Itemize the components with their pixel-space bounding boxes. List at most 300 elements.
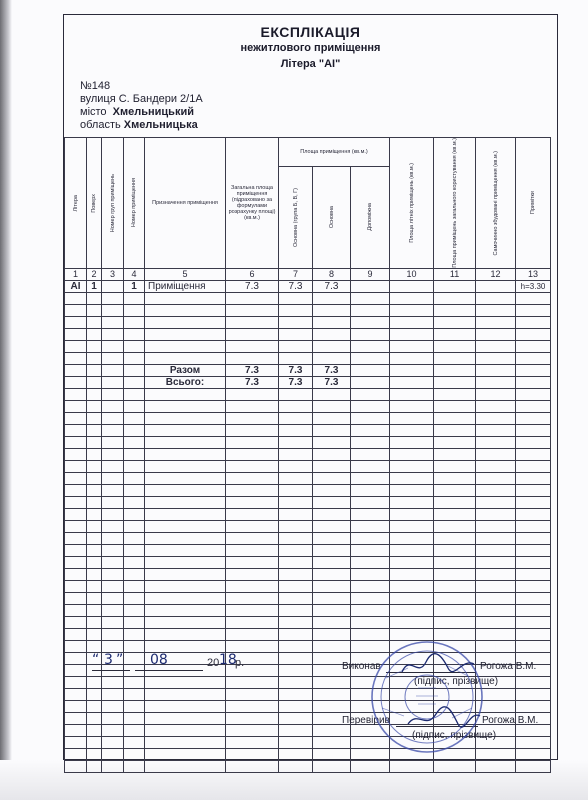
empty-cell (390, 448, 434, 460)
table-row (65, 280, 551, 292)
empty-cell (87, 748, 102, 760)
empty-cell (65, 424, 87, 436)
date-day: 3 (104, 652, 113, 668)
empty-cell (145, 640, 226, 652)
empty-cell (279, 664, 313, 676)
sum-vsogo-basic: 7.3 (313, 376, 351, 388)
empty-cell (279, 352, 313, 364)
empty-cell (124, 448, 145, 460)
empty-cell (279, 724, 313, 736)
empty-cell (65, 388, 87, 400)
empty-cell (279, 604, 313, 616)
cell-purpose: Приміщення (145, 280, 226, 292)
empty-cell (476, 412, 516, 424)
empty-cell (124, 568, 145, 580)
empty-cell (279, 688, 313, 700)
empty-cell (476, 760, 516, 772)
header-basic: Основна (328, 206, 335, 229)
table-header-row (65, 138, 551, 167)
empty-cell (145, 400, 226, 412)
empty-cell (124, 328, 145, 340)
sum-razom-total: 7.3 (226, 364, 279, 376)
empty-cell (476, 400, 516, 412)
executor-sign-hint: (підпис, прізвище) (414, 676, 499, 687)
empty-cell (145, 508, 226, 520)
empty-cell (516, 412, 551, 424)
empty-cell (279, 448, 313, 460)
empty-rows-a (65, 292, 551, 364)
empty-cell (102, 700, 124, 712)
empty-cell (102, 472, 124, 484)
empty-cell (516, 448, 551, 460)
empty-cell (65, 652, 87, 664)
empty-cell (279, 472, 313, 484)
document-title: ЕКСПЛІКАЦІЯ (260, 24, 361, 40)
empty-cell (65, 412, 87, 424)
empty-cell (102, 304, 124, 316)
header-area-group: Площа приміщення (кв.м.) (300, 148, 368, 155)
region-line (80, 119, 198, 131)
empty-cell (516, 328, 551, 340)
empty-row (65, 352, 551, 364)
empty-cell (145, 532, 226, 544)
empty-cell (145, 304, 226, 316)
empty-cell (87, 592, 102, 604)
city-name: Хмельницький (112, 106, 194, 118)
empty-cell (124, 700, 145, 712)
empty-cell (351, 292, 390, 304)
empty-cell (313, 328, 351, 340)
empty-cell (65, 304, 87, 316)
empty-cell (351, 304, 390, 316)
empty-cell (124, 496, 145, 508)
empty-cell (279, 616, 313, 628)
empty-cell (124, 484, 145, 496)
empty-row (65, 508, 551, 520)
day-underline (92, 670, 130, 671)
empty-cell (65, 628, 87, 640)
empty-cell (313, 388, 351, 400)
empty-cell (313, 520, 351, 532)
empty-row (65, 616, 551, 628)
empty-cell (65, 664, 87, 676)
empty-cell (226, 328, 279, 340)
empty-cell (476, 424, 516, 436)
empty-cell (351, 340, 390, 352)
empty-cell (390, 568, 434, 580)
empty-cell (476, 316, 516, 328)
empty-cell (124, 436, 145, 448)
empty-cell (102, 532, 124, 544)
empty-row (65, 496, 551, 508)
empty-cell (145, 436, 226, 448)
empty-cell (226, 388, 279, 400)
sum-vsogo-total: 7.3 (226, 376, 279, 388)
empty-cell (87, 340, 102, 352)
empty-cell (434, 568, 476, 580)
empty-cell (279, 436, 313, 448)
empty-cell (390, 304, 434, 316)
empty-row (65, 328, 551, 340)
col-number: 7 (279, 268, 313, 280)
executor-signature (398, 650, 478, 680)
empty-cell (434, 460, 476, 472)
document-subtitle: нежитлового приміщення (240, 42, 381, 54)
empty-cell (87, 724, 102, 736)
empty-cell (434, 292, 476, 304)
empty-cell (476, 304, 516, 316)
empty-cell (390, 424, 434, 436)
empty-cell (102, 412, 124, 424)
empty-cell (476, 580, 516, 592)
empty-cell (279, 760, 313, 772)
empty-row (65, 292, 551, 304)
empty-cell (145, 316, 226, 328)
empty-row (65, 592, 551, 604)
empty-cell (390, 316, 434, 328)
empty-row (65, 460, 551, 472)
empty-cell (65, 532, 87, 544)
empty-cell (102, 484, 124, 496)
cell-common (434, 280, 476, 292)
empty-cell (351, 568, 390, 580)
empty-cell (102, 292, 124, 304)
empty-row (65, 568, 551, 580)
empty-cell (87, 640, 102, 652)
empty-cell (313, 400, 351, 412)
empty-cell (516, 304, 551, 316)
col-number: 3 (102, 268, 124, 280)
empty-cell (87, 484, 102, 496)
empty-cell (279, 640, 313, 652)
empty-cell (102, 676, 124, 688)
empty-cell (434, 508, 476, 520)
col-number: 1 (65, 268, 87, 280)
empty-cell (226, 640, 279, 652)
executor-label: Виконав (342, 661, 381, 672)
empty-cell (516, 424, 551, 436)
header-main: Основна (група Б, В, Г) (292, 187, 299, 247)
empty-cell (434, 400, 476, 412)
empty-cell (279, 568, 313, 580)
empty-cell (65, 604, 87, 616)
column-number-row (65, 268, 551, 280)
empty-cell (87, 568, 102, 580)
empty-row (65, 316, 551, 328)
cell-ancillary (476, 280, 516, 292)
empty-cell (476, 496, 516, 508)
empty-cell (87, 292, 102, 304)
empty-cell (434, 760, 476, 772)
sum-razom-row (65, 364, 551, 376)
col-number: 4 (124, 268, 145, 280)
empty-cell (65, 496, 87, 508)
empty-cell (65, 736, 87, 748)
empty-cell (102, 460, 124, 472)
empty-cell (279, 628, 313, 640)
cell-note: h=3.30 (516, 280, 551, 292)
empty-cell (65, 544, 87, 556)
empty-row (65, 544, 551, 556)
empty-cell (279, 304, 313, 316)
executor-name: Рогожа В.М. (480, 661, 537, 672)
empty-cell (226, 688, 279, 700)
empty-cell (351, 316, 390, 328)
empty-cell (226, 304, 279, 316)
col-number: 6 (226, 268, 279, 280)
city-line (80, 106, 194, 118)
empty-cell (279, 652, 313, 664)
empty-cell (313, 448, 351, 460)
empty-cell (226, 292, 279, 304)
empty-cell (516, 460, 551, 472)
empty-cell (124, 592, 145, 604)
empty-cell (313, 760, 351, 772)
empty-cell (65, 580, 87, 592)
empty-cell (65, 448, 87, 460)
empty-cell (516, 688, 551, 700)
empty-cell (102, 736, 124, 748)
empty-cell (279, 712, 313, 724)
sum-razom-label: Разом (145, 364, 226, 376)
empty-cell (87, 508, 102, 520)
empty-cell (87, 580, 102, 592)
empty-cell (434, 616, 476, 628)
sum-razom-main: 7.3 (279, 364, 313, 376)
empty-cell (226, 604, 279, 616)
empty-cell (313, 724, 351, 736)
empty-cell (313, 640, 351, 652)
empty-cell (87, 328, 102, 340)
empty-cell (434, 388, 476, 400)
sum-razom-basic: 7.3 (313, 364, 351, 376)
empty-cell (313, 604, 351, 616)
empty-cell (87, 544, 102, 556)
empty-cell (351, 460, 390, 472)
empty-cell (87, 472, 102, 484)
city-label: місто (80, 106, 107, 118)
date-year-prefix: 20 (207, 657, 220, 669)
sum-vsogo-main: 7.3 (279, 376, 313, 388)
empty-cell (226, 352, 279, 364)
empty-row (65, 340, 551, 352)
empty-cell (124, 520, 145, 532)
empty-cell (102, 328, 124, 340)
cell-balcony (390, 280, 434, 292)
empty-cell (87, 412, 102, 424)
empty-cell (145, 592, 226, 604)
empty-cell (124, 688, 145, 700)
empty-cell (102, 592, 124, 604)
empty-cell (476, 436, 516, 448)
empty-cell (87, 388, 102, 400)
empty-cell (434, 448, 476, 460)
empty-cell (102, 436, 124, 448)
empty-cell (434, 532, 476, 544)
empty-cell (390, 604, 434, 616)
empty-cell (390, 616, 434, 628)
empty-cell (124, 340, 145, 352)
col-number: 8 (313, 268, 351, 280)
empty-cell (145, 736, 226, 748)
empty-cell (476, 328, 516, 340)
cell-basic: 7.3 (313, 280, 351, 292)
empty-cell (390, 592, 434, 604)
empty-cell (351, 532, 390, 544)
empty-cell (226, 628, 279, 640)
empty-cell (102, 556, 124, 568)
empty-cell (65, 676, 87, 688)
empty-cell (226, 580, 279, 592)
empty-cell (313, 688, 351, 700)
empty-cell (351, 580, 390, 592)
empty-cell (279, 736, 313, 748)
empty-cell (226, 544, 279, 556)
empty-cell (516, 568, 551, 580)
empty-cell (516, 748, 551, 760)
empty-cell (434, 604, 476, 616)
header-floor: Поверх (91, 193, 97, 213)
empty-cell (102, 580, 124, 592)
empty-cell (313, 592, 351, 604)
empty-row (65, 448, 551, 460)
empty-cell (65, 616, 87, 628)
empty-cell (87, 424, 102, 436)
checker-name: Рогожа В.М. (482, 715, 539, 726)
empty-cell (145, 460, 226, 472)
empty-cell (351, 484, 390, 496)
empty-cell (351, 400, 390, 412)
empty-cell (279, 484, 313, 496)
empty-row (65, 412, 551, 424)
col-number: 5 (145, 268, 226, 280)
empty-cell (102, 712, 124, 724)
empty-cell (476, 592, 516, 604)
empty-cell (102, 628, 124, 640)
empty-row (65, 520, 551, 532)
empty-cell (516, 484, 551, 496)
empty-cell (65, 328, 87, 340)
cell-group (102, 280, 124, 292)
doc-number: №148 (80, 80, 111, 92)
empty-cell (87, 628, 102, 640)
cell-main: 7.3 (279, 280, 313, 292)
empty-cell (279, 556, 313, 568)
street-address: вулиця С. Бандери 2/1А (80, 93, 203, 105)
empty-cell (87, 448, 102, 460)
empty-row (65, 484, 551, 496)
empty-cell (226, 736, 279, 748)
empty-cell (124, 460, 145, 472)
empty-cell (313, 748, 351, 760)
empty-cell (102, 388, 124, 400)
empty-cell (226, 316, 279, 328)
empty-cell (226, 712, 279, 724)
checker-label: Перевірив (342, 715, 390, 726)
empty-cell (516, 592, 551, 604)
empty-cell (313, 352, 351, 364)
empty-cell (313, 736, 351, 748)
header-aux: Допоміжна (367, 203, 374, 232)
month-underline (135, 670, 203, 671)
empty-cell (313, 568, 351, 580)
empty-cell (87, 316, 102, 328)
empty-cell (390, 532, 434, 544)
empty-cell (279, 700, 313, 712)
empty-cell (145, 424, 226, 436)
empty-cell (124, 580, 145, 592)
empty-cell (65, 460, 87, 472)
empty-cell (65, 724, 87, 736)
header-room-no: Номер приміщення (131, 178, 137, 228)
empty-cell (102, 508, 124, 520)
empty-cell (226, 508, 279, 520)
empty-cell (145, 448, 226, 460)
empty-cell (351, 436, 390, 448)
region-name: Хмельницька (123, 119, 198, 131)
empty-cell (124, 652, 145, 664)
empty-cell (226, 676, 279, 688)
empty-cell (516, 436, 551, 448)
empty-cell (476, 460, 516, 472)
empty-cell (226, 400, 279, 412)
empty-cell (87, 700, 102, 712)
empty-cell (65, 592, 87, 604)
empty-cell (226, 556, 279, 568)
empty-cell (476, 520, 516, 532)
empty-cell (434, 412, 476, 424)
empty-cell (516, 496, 551, 508)
empty-row (65, 472, 551, 484)
empty-cell (434, 352, 476, 364)
empty-cell (87, 736, 102, 748)
sum-vsogo-label: Всього: (145, 376, 226, 388)
empty-cell (313, 484, 351, 496)
empty-cell (145, 556, 226, 568)
empty-cell (124, 748, 145, 760)
empty-cell (102, 424, 124, 436)
col-number: 13 (516, 268, 551, 280)
empty-cell (145, 520, 226, 532)
empty-cell (476, 532, 516, 544)
empty-row (65, 388, 551, 400)
empty-cell (434, 484, 476, 496)
checker-sign-hint: (підпис, прізвище) (412, 730, 497, 741)
empty-cell (476, 448, 516, 460)
empty-cell (434, 316, 476, 328)
empty-cell (351, 604, 390, 616)
empty-cell (102, 604, 124, 616)
empty-cell (351, 592, 390, 604)
empty-cell (351, 508, 390, 520)
empty-cell (65, 352, 87, 364)
empty-cell (124, 400, 145, 412)
empty-cell (226, 616, 279, 628)
empty-cell (87, 400, 102, 412)
empty-row (65, 436, 551, 448)
empty-cell (390, 760, 434, 772)
empty-cell (124, 388, 145, 400)
empty-cell (351, 448, 390, 460)
empty-cell (390, 352, 434, 364)
empty-cell (102, 568, 124, 580)
checker-signature (404, 704, 484, 734)
empty-cell (102, 616, 124, 628)
empty-cell (279, 544, 313, 556)
empty-cell (145, 616, 226, 628)
empty-cell (351, 520, 390, 532)
date-close-quote: ” (116, 652, 124, 668)
